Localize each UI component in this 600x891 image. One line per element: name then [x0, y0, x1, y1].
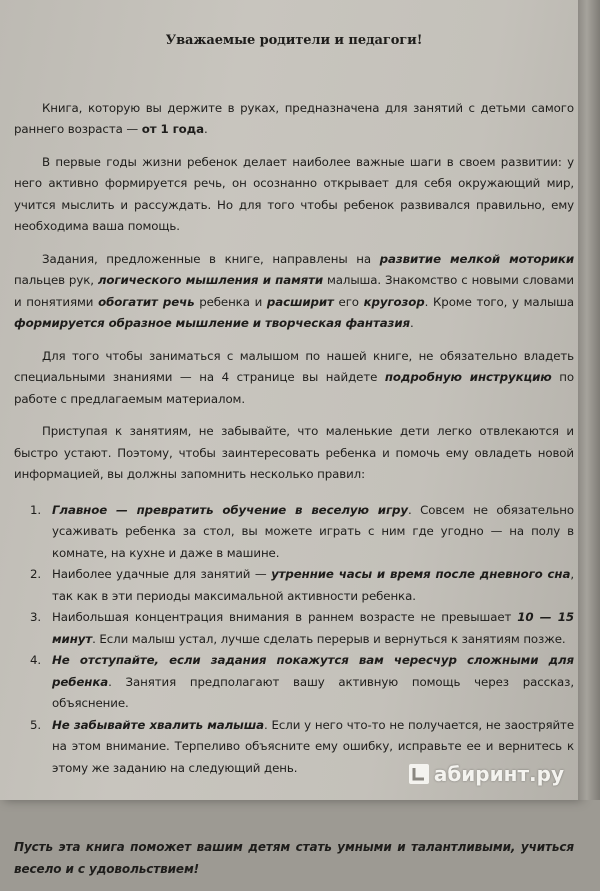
text-span: Наиболее удачные для занятий —: [52, 567, 272, 581]
text-span: по работе с предлагаемым материалом.: [14, 370, 575, 406]
rule-number: 3.: [30, 610, 42, 624]
text-span: .: [409, 316, 414, 330]
text-span: В первые годы жизни ребенок делает наиболее важные шаги в своем развитии: у него активно формируется речь, он осознанно открывает для себя окружающий мир, учится мыслить и рассуждать. Но для того чтобы ребенок развивался правильно, ему необходима ваша помощь.: [14, 154, 574, 233]
text-span: . Кроме того, у малыша: [424, 294, 574, 309]
text-span: его: [333, 294, 364, 309]
emphasized-text: расширит: [266, 294, 334, 309]
emphasized-text: 10 — 15 минут: [52, 610, 574, 646]
paragraph: [14, 152, 574, 238]
emphasized-text: подробную инструкцию: [384, 370, 552, 384]
text-span: , так как в эти периоды максимальной активности ребенка.: [52, 567, 574, 603]
emphasized-text: кругозор: [363, 294, 425, 309]
emphasized-text: Не отступайте, если задания покажутся вам чересчур сложными для ребенка: [52, 653, 574, 689]
page-edge: [578, 0, 600, 800]
text-span: . Если у него что-то не получается, не заостряйте на этом внимание. Терпеливо объясните ему ошибку, исправьте ее и вернитесь к этому же заданию на следующий день.: [52, 717, 574, 775]
emphasized-text: развитие мелкой моторики: [379, 251, 574, 266]
text-span: . Совсем не обязательно усаживать ребенка за стол, вы можете играть с ним где угодно — на полу в комнате, на кухне и даже в машине.: [52, 502, 574, 560]
emphasized-text: утренние часы и время после дневного сна: [271, 567, 571, 581]
rule-number: 1.: [30, 502, 42, 517]
text-span: Наибольшая концентрация внимания в раннем возрасте не превышает: [52, 610, 518, 624]
paragraph: [14, 346, 574, 411]
rule-number: 4.: [30, 653, 42, 667]
text-span: .: [203, 122, 208, 136]
closing-message: Пусть эта книга поможет вашим детям стать умными и талантливыми, учиться весело и с удовольствием!: [14, 840, 574, 876]
rule-item: [30, 500, 574, 565]
text-span: Приступая к занятиям, не забывайте, что маленькие дети легко отвлекаются и быстро устают. Поэтому, чтобы заинтересовать ребенка и помочь ему овладеть новой информацией, вы должны запомнить несколько правил:: [14, 424, 574, 481]
rule-number: 5.: [30, 717, 42, 732]
text-span: . Занятия предполагают вашу активную помощь через рассказ, объяснение.: [52, 674, 574, 710]
emphasized-text: обогатит речь: [98, 294, 195, 309]
text-span: ребенка и: [194, 294, 267, 309]
emphasized-text: Главное — превратить обучение в веселую игру: [52, 502, 408, 517]
watermark-text: абиринт.ру: [433, 762, 564, 786]
labirint-logo-icon: [408, 763, 430, 785]
paragraph: [14, 98, 574, 141]
rule-item: [30, 564, 574, 607]
text-span: Для того чтобы заниматься с малышом по нашей книге, не обязательно владеть специальными знаниями — на 4 странице вы найдете: [14, 348, 574, 384]
emphasized-text: Не забывайте хвалить малыша: [52, 717, 265, 732]
intro-paragraphs: [14, 98, 574, 486]
rule-item: [30, 650, 574, 715]
emphasized-text: от 1 года: [141, 122, 204, 136]
rule-item: [30, 607, 574, 650]
text-span: Книга, которую вы держите в руках, предназначена для занятий с детьми самого раннего возраста —: [14, 100, 574, 136]
text-span: Задания, предложенные в книге, направлены на: [42, 251, 380, 266]
rule-number: 2.: [30, 567, 42, 581]
watermark: [408, 762, 564, 786]
text-span: малыша. Знакомство с новыми словами и понятиями: [14, 273, 574, 309]
rules-list: [14, 500, 574, 780]
text-span: . Если малыш устал, лучше сделать перерыв и вернуться к занятиям позже.: [92, 631, 566, 646]
page-title: Уважаемые родители и педагоги!: [165, 33, 423, 48]
emphasized-text: логического мышления и памяти: [97, 273, 324, 287]
paragraph: [14, 421, 574, 486]
paragraph: [14, 249, 574, 335]
emphasized-text: формируется образное мышление и творческая фантазия: [14, 316, 410, 330]
text-span: пальцев рук,: [14, 273, 98, 287]
